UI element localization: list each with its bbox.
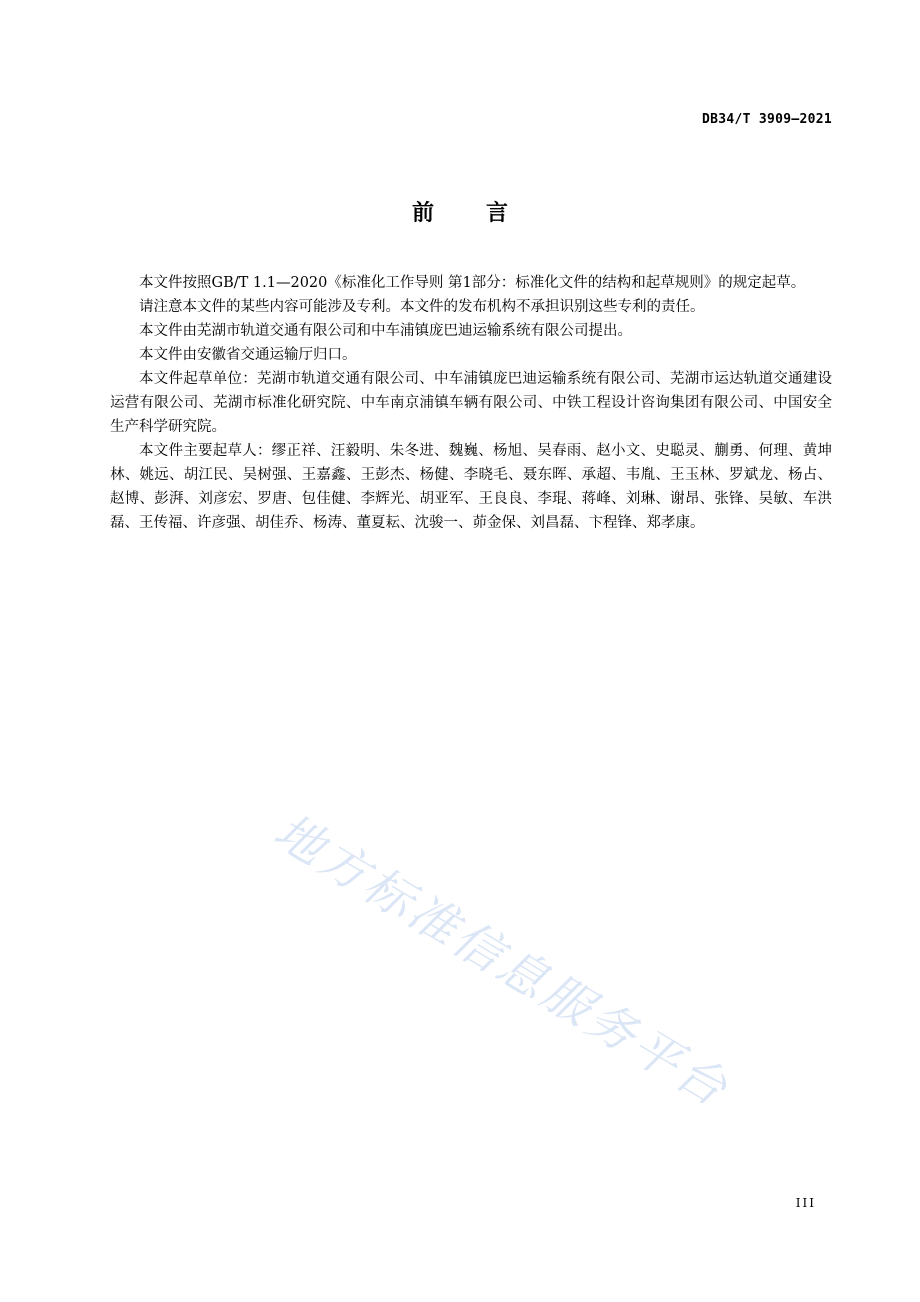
paragraph-proposer: 本文件由芜湖市轨道交通有限公司和中车浦镇庞巴迪运输系统有限公司提出。 <box>139 323 632 339</box>
paragraph-patent-notice: 请注意本文件的某些内容可能涉及专利。本文件的发布机构不承担识别这些专利的责任。 <box>139 299 705 315</box>
title-char-2: 言 <box>486 201 509 226</box>
watermark-text: 地方标准信息服务平台 <box>264 802 740 1119</box>
document-code: DB34/T 3909—2021 <box>701 112 832 127</box>
foreword-body <box>110 271 832 535</box>
page-title <box>0 196 920 227</box>
page-number: III <box>795 1196 816 1210</box>
paragraph-drafting-rules: 本文件按照GB/T 1.1—2020《标准化工作导则 第1部分：标准化文件的结构和起草规则》的规定起草。 <box>139 275 806 291</box>
paragraph-drafters: 本文件主要起草人：缪正祥、汪毅明、朱冬进、魏巍、杨旭、吴春雨、赵小文、史聪灵、蒯勇、何理、黄坤林、姚远、胡江民、吴树强、王嘉鑫、王彭杰、杨健、李晓毛、聂东晖、承超、韦胤、王玉林、罗斌龙、杨占、赵博、彭湃、刘彦宏、罗唐、包佳健、李辉光、胡亚军、王良良、李琨、蒋峰、刘琳、谢昂、张锋、吴敏、车洪磊、王传福、许彦强、胡佳乔、杨涛、董夏耘、沈骏一、茆金保、刘昌磊、卞程锋、郑孝康。 <box>110 443 832 531</box>
paragraph-centralized-by: 本文件由安徽省交通运输厅归口。 <box>139 347 357 363</box>
paragraph-drafting-units: 本文件起草单位：芜湖市轨道交通有限公司、中车浦镇庞巴迪运输系统有限公司、芜湖市运达轨道交通建设运营有限公司、芜湖市标准化研究院、中车南京浦镇车辆有限公司、中铁工程设计咨询集团有限公司、中国安全生产科学研究院。 <box>110 371 832 435</box>
title-char-1: 前 <box>411 201 434 226</box>
